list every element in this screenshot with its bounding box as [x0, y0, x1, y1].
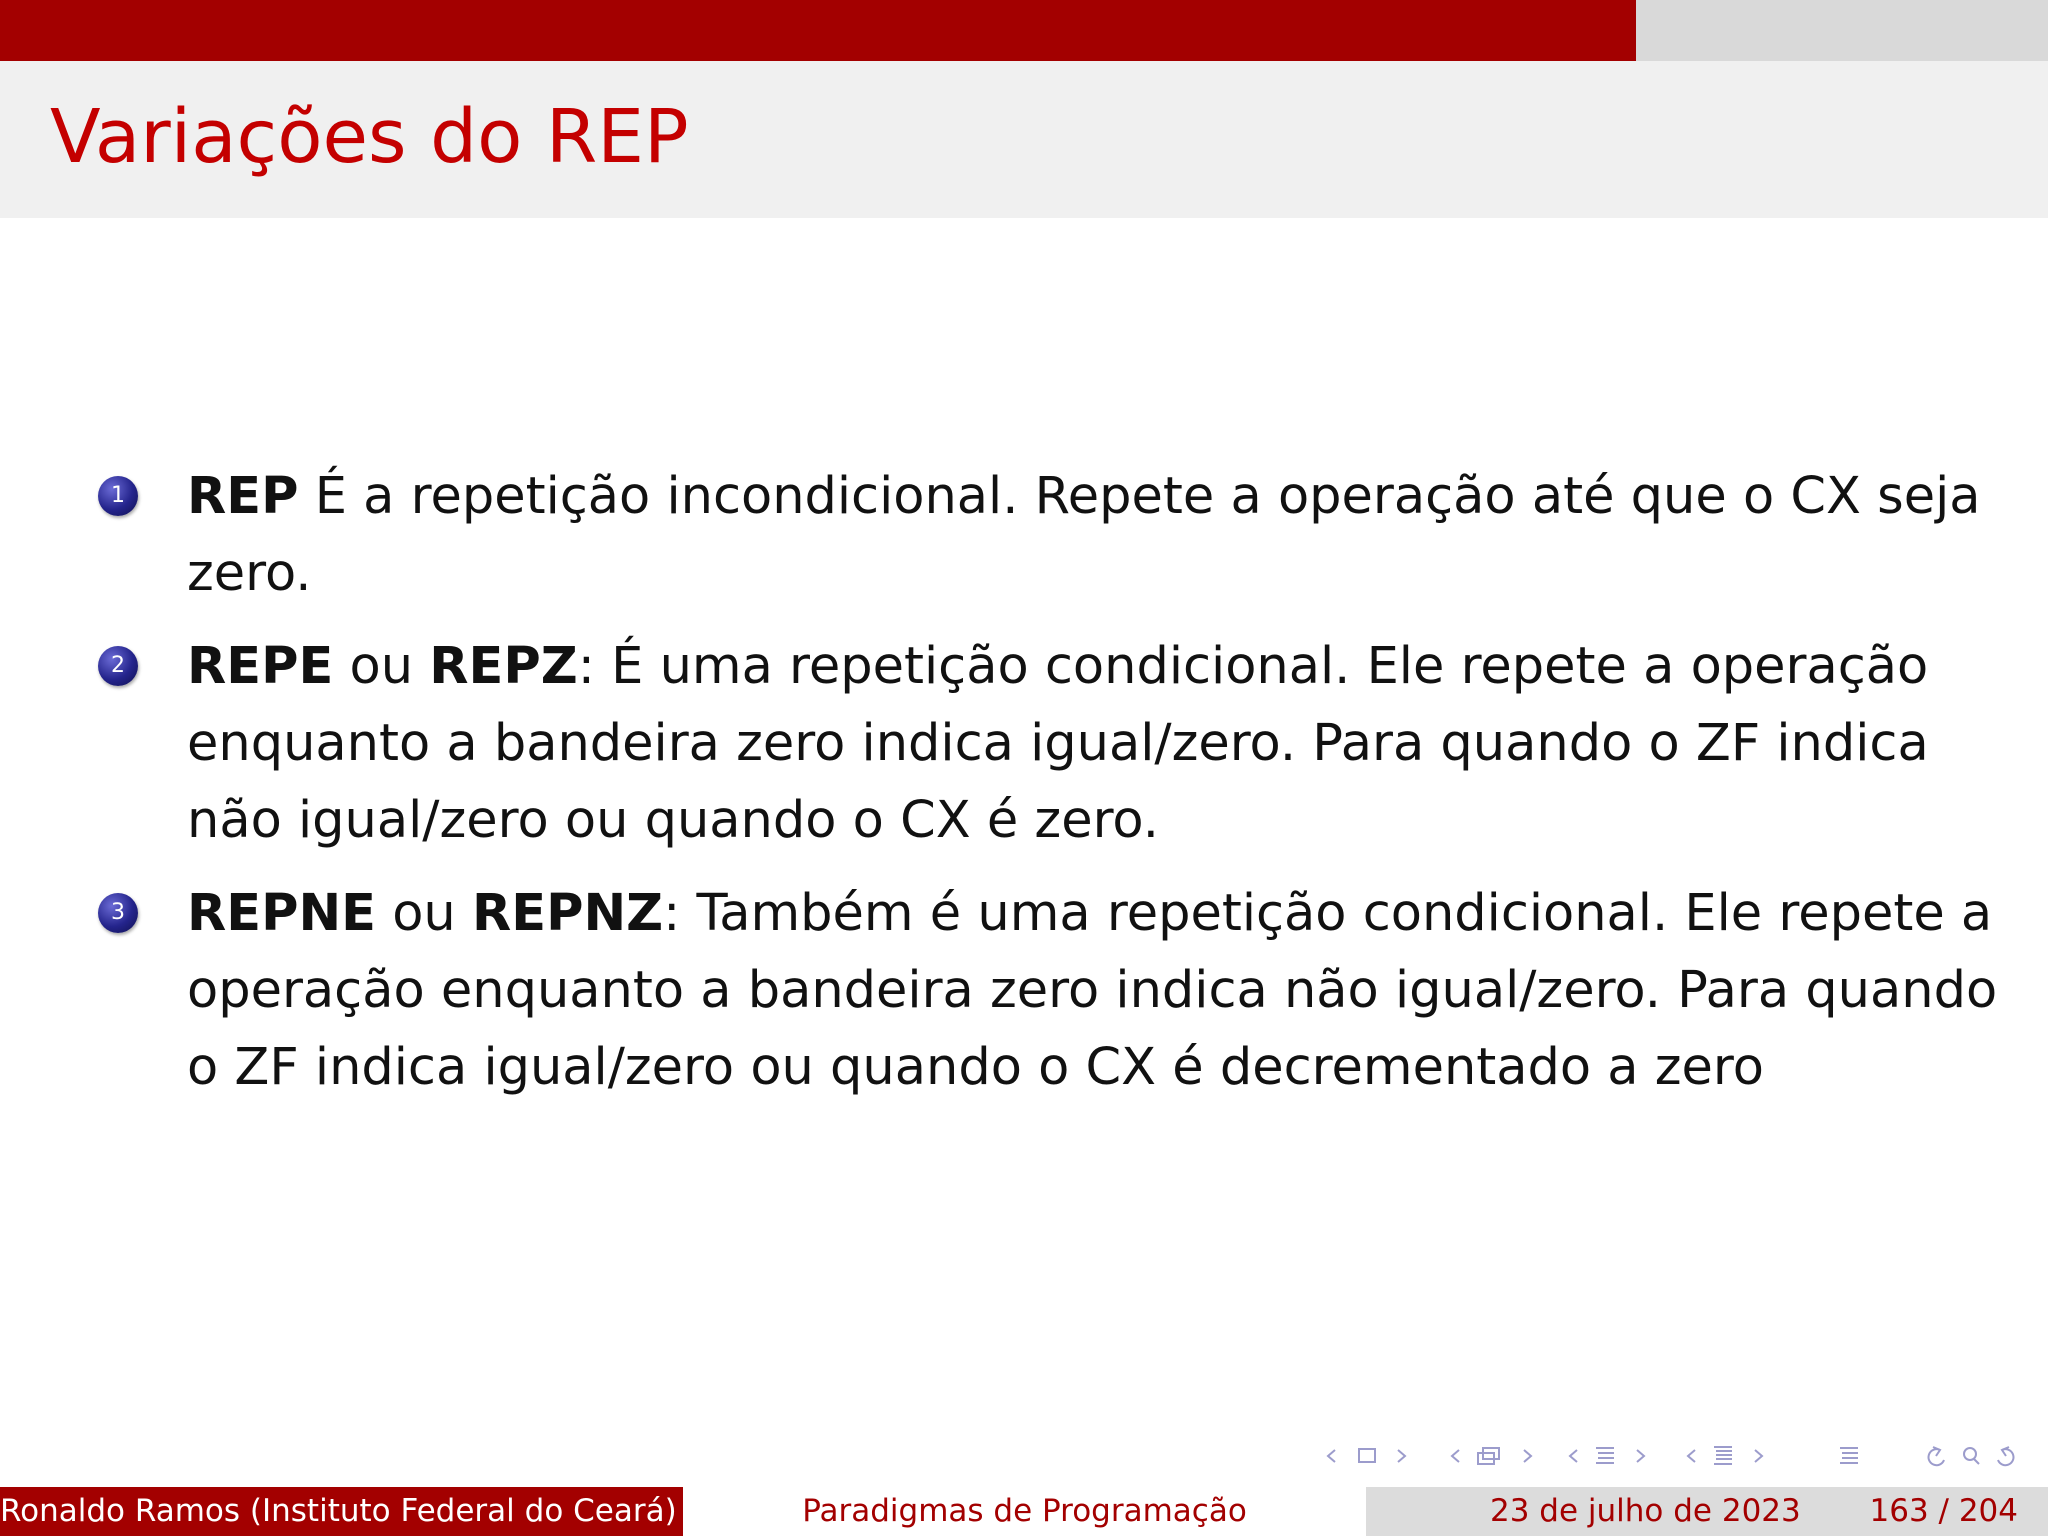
progress-bar: [0, 0, 2048, 61]
nav-section-icons[interactable]: [1562, 1442, 1662, 1470]
item-keyword: REPNE: [187, 884, 377, 943]
item-text: ou: [376, 884, 472, 943]
progress-fill: [0, 0, 1636, 61]
nav-section[interactable]: [1562, 1442, 1662, 1470]
arrow-left-icon: [1452, 1450, 1459, 1462]
nav-history-search-icons[interactable]: [1920, 1442, 2030, 1470]
forward-icon: [1998, 1449, 2013, 1465]
item-text: : Também é uma repetição condicional. Ele repete a operação enquanto a bandeira zero indica não igual/zero. Para quando o ZF indica igual/zero ou quando o CX é decrementado a zero: [187, 884, 1998, 1097]
arrow-left-icon: [1688, 1450, 1695, 1462]
arrow-left-icon: [1328, 1450, 1335, 1462]
nav-frame-icons[interactable]: [1320, 1442, 1420, 1470]
section-icon: [1596, 1448, 1614, 1463]
arrow-right-icon: [1637, 1450, 1644, 1462]
nav-document-icons[interactable]: [1680, 1442, 1780, 1470]
search-icon: [1964, 1448, 1976, 1460]
footer-title: Paradigmas de Programação: [802, 1493, 1247, 1529]
item-keyword: REP: [187, 467, 299, 526]
item-text: ou: [333, 637, 430, 696]
enumerated-list: [98, 458, 1998, 1122]
list-item: [98, 875, 1998, 1106]
list-item: [98, 458, 1998, 612]
footer-info-box: [1366, 1487, 2048, 1536]
footer-author: Ronaldo Ramos (Instituto Federal do Ceará): [0, 1493, 677, 1529]
page-number: 163 / 204: [1869, 1493, 2018, 1529]
enumerate-bullet-icon: 1: [98, 476, 138, 516]
footer-date: 23 de julho de 2023: [1490, 1493, 1801, 1529]
enumerate-bullet-icon: 3: [98, 893, 138, 933]
item-keyword: REPZ: [429, 637, 578, 696]
nav-appendix[interactable]: [1830, 1442, 1870, 1470]
back-icon: [1929, 1449, 1944, 1465]
footer-author-box: [0, 1487, 683, 1536]
footer-title-box: [683, 1487, 1366, 1536]
nav-document[interactable]: [1680, 1442, 1780, 1470]
nav-frame[interactable]: [1320, 1442, 1420, 1470]
enumerate-bullet-icon: 2: [98, 646, 138, 686]
list-item: [98, 628, 1998, 859]
arrow-right-icon: [1524, 1450, 1531, 1462]
arrow-right-icon: [1398, 1450, 1405, 1462]
arrow-left-icon: [1570, 1450, 1577, 1462]
item-keyword: REPNZ: [471, 884, 664, 943]
nav-history-search[interactable]: [1920, 1442, 2030, 1470]
nav-subsection-icons[interactable]: [1444, 1442, 1544, 1470]
item-keyword: REPE: [187, 637, 334, 696]
frame-icon: [1359, 1449, 1375, 1462]
frame-title: Variações do REP: [50, 94, 689, 180]
document-icon: [1714, 1447, 1732, 1464]
nav-subsection[interactable]: [1444, 1442, 1544, 1470]
appendix-icon[interactable]: [1830, 1442, 1870, 1470]
arrow-right-icon: [1755, 1450, 1762, 1462]
footer: [0, 1487, 2048, 1536]
item-text: : É uma repetição condicional. Ele repete a operação enquanto a bandeira zero indica igual/zero. Para quando o ZF indica não igual/zero ou quando o CX é zero.: [187, 637, 1929, 850]
item-text: É a repetição incondicional. Repete a operação até que o CX seja zero.: [187, 467, 1981, 603]
